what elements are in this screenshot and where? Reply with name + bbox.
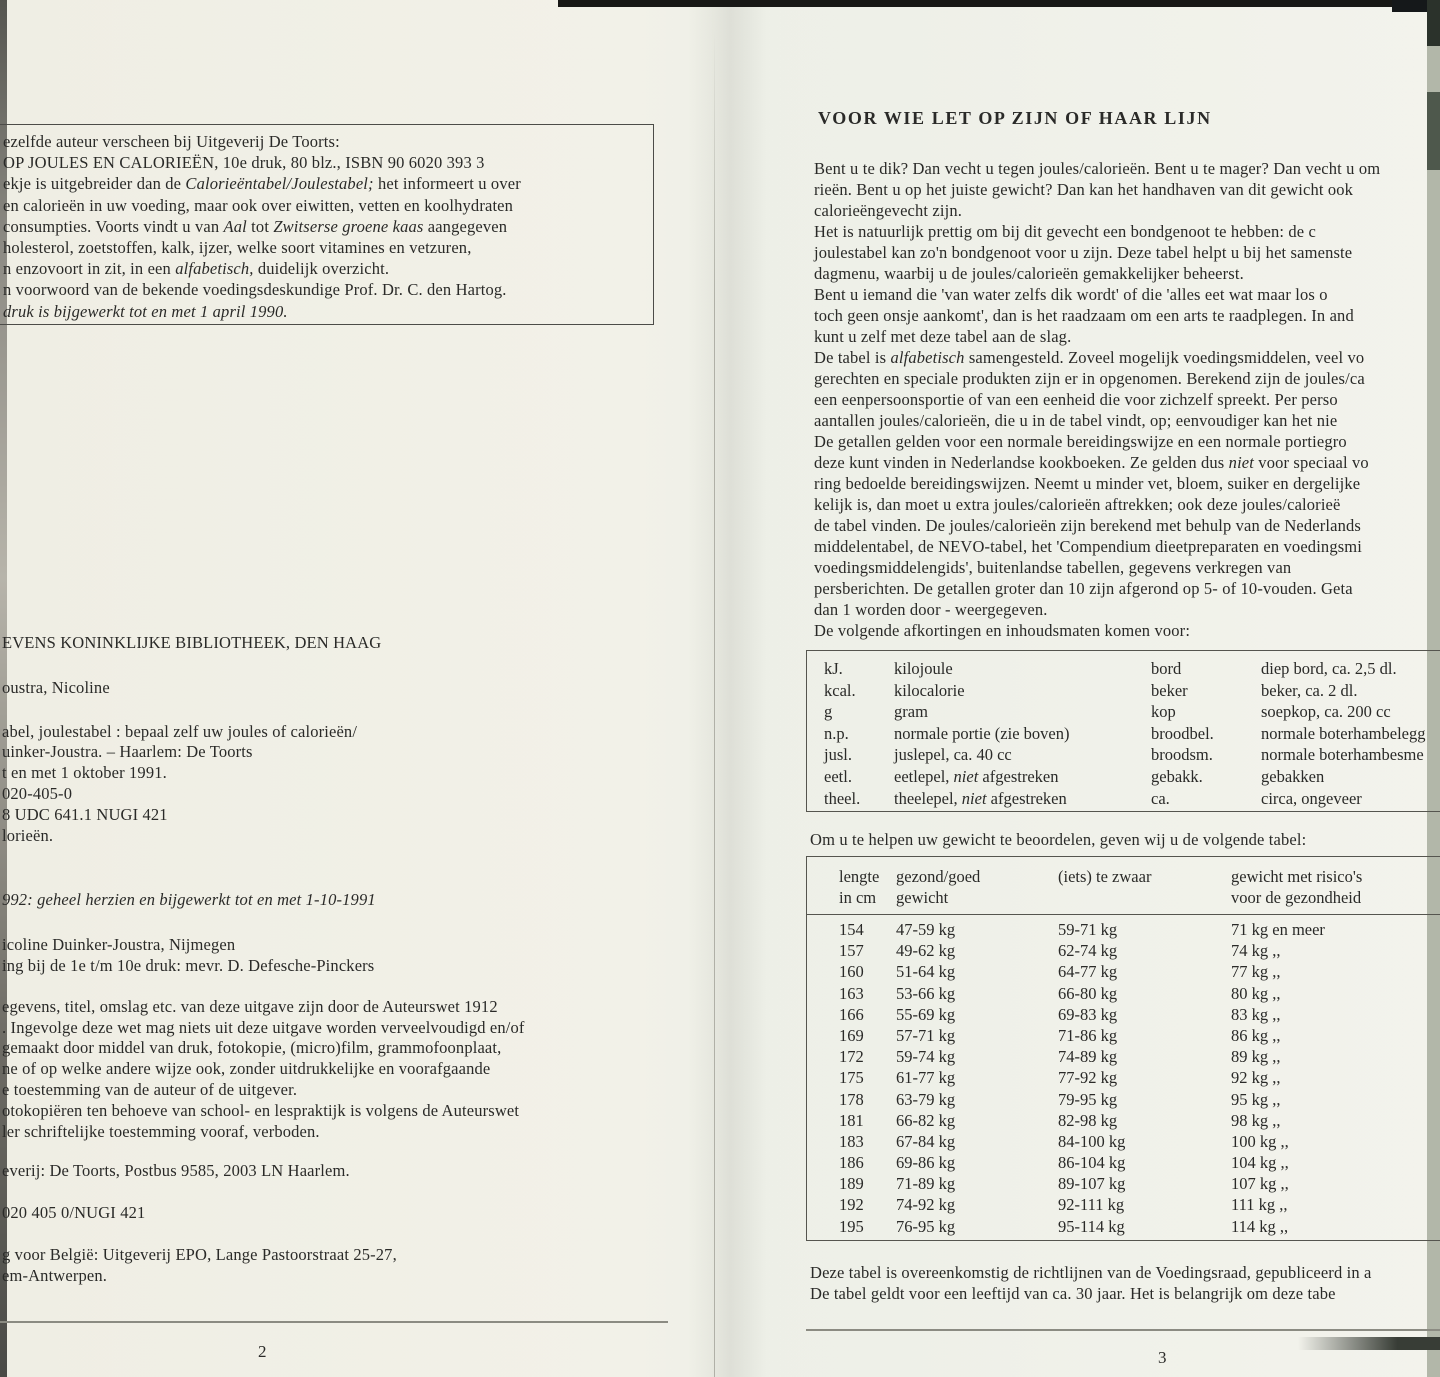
abbrev-key: n.p.	[824, 723, 849, 743]
abbrev-meaning: soepkop, ca. 200 cc	[1261, 702, 1391, 722]
book-gutter-shading	[688, 0, 784, 1377]
promo-box-line: n enzovoort in zit, in een alfabetisch, duidelijk overzicht.	[3, 259, 390, 279]
body-line: voedingsmiddelengids', buitenlandse tabellen, gegevens verkregen van	[814, 558, 1292, 577]
colophon-group-copyright	[2, 997, 662, 1143]
abbrev-meaning: normale boterhambelegg	[1261, 723, 1426, 743]
colophon-line: t en met 1 oktober 1991.	[2, 763, 167, 783]
body-line: deze kunt vinden in Nederlandse kookboeken. Ze gelden dus niet voor speciaal vo	[814, 453, 1369, 472]
colophon-line: abel, joulestabel : bepaal zelf uw joules of calorieën/	[2, 721, 358, 741]
cell-length: 175	[839, 1068, 864, 1088]
abbrev-row	[807, 789, 1440, 811]
cell-healthy: 69-86 kg	[896, 1153, 956, 1173]
abbrev-key: beker	[1151, 680, 1188, 700]
cell-risk: 71 kg en meer	[1231, 920, 1325, 939]
cell-overweight: 86-104 kg	[1058, 1153, 1126, 1173]
abbrev-key: kcal.	[824, 680, 856, 700]
abbrev-meaning: theelepel, niet afgestreken	[894, 788, 1067, 808]
cell-overweight: 71-86 kg	[1058, 1025, 1118, 1045]
abbrev-meaning: eetlepel, niet afgestreken	[894, 766, 1059, 786]
abbrev-row	[807, 724, 1440, 746]
weight-row	[839, 1068, 1440, 1089]
body-line: persberichten. De getallen groter dan 10 zijn afgerond op 5- of 10-vouden. Geta	[814, 579, 1353, 598]
cell-overweight: 95-114 kg	[1058, 1216, 1125, 1236]
abbrev-meaning: beker, ca. 2 dl.	[1261, 680, 1358, 700]
body-line: gerechten en speciale produkten zijn er in opgenomen. Berekend zijn de joules/ca	[814, 369, 1365, 388]
body-line: kelijk is, dan moet u extra joules/calorieën aftrekken; ook deze joules/calorieë	[814, 495, 1341, 514]
colophon-line: 020-405-0	[2, 783, 73, 803]
cell-healthy: 61-77 kg	[896, 1068, 956, 1088]
body-line: joulestabel kan zo'n bondgenoot voor u zijn. Deze tabel helpt u bij het samenste	[814, 243, 1353, 262]
page-number-left: 2	[258, 1342, 267, 1361]
abbrev-key: bord	[1151, 659, 1182, 678]
abbrev-key: gebakk.	[1151, 766, 1203, 786]
abbrev-key: jusl.	[824, 745, 852, 765]
weight-table-header	[807, 857, 1440, 915]
weight-row	[839, 1217, 1440, 1238]
colophon-line: ne of op welke andere wijze ook, zonder uitdrukkelijke en voorafgaande	[2, 1059, 491, 1079]
body-line: De tabel is alfabetisch samengesteld. Zoveel mogelijk voedingsmiddelen, veel vo	[814, 348, 1365, 367]
body-line: De getallen gelden voor een normale bereidingswijze en een normale portiegro	[814, 432, 1347, 451]
colophon-group-author	[2, 678, 662, 699]
bottom-right-shadow	[1298, 1337, 1440, 1350]
weight-row	[839, 1090, 1440, 1111]
abbrev-meaning: kilocalorie	[894, 680, 965, 700]
abbrev-meaning: normale portie (zie boven)	[894, 723, 1070, 743]
cell-healthy: 74-92 kg	[896, 1195, 956, 1215]
abbrev-key: kJ.	[824, 659, 843, 678]
cell-risk: 95 kg ,,	[1231, 1089, 1281, 1109]
header-length: lengte in cm	[839, 867, 880, 907]
abbrev-key: ca.	[1151, 788, 1170, 808]
cell-length: 154	[839, 920, 864, 939]
abbrev-key: g	[824, 702, 833, 722]
cell-risk: 107 kg ,,	[1231, 1174, 1289, 1194]
cell-overweight: 59-71 kg	[1058, 920, 1118, 939]
promo-box-line: druk is bijgewerkt tot en met 1 april 1990.	[3, 301, 288, 321]
footer-paragraph	[810, 1262, 1440, 1304]
cell-healthy: 53-66 kg	[896, 983, 956, 1003]
weight-row	[839, 1132, 1440, 1153]
weight-row	[839, 984, 1440, 1005]
abbrev-meaning: kilojoule	[894, 659, 953, 678]
weight-row	[839, 1026, 1440, 1047]
weight-table-intro: Om u te helpen uw gewicht te beoordelen, geven wij u de volgende tabel:	[810, 830, 1307, 849]
weight-table-rows	[807, 915, 1440, 1238]
cell-length: 195	[839, 1216, 864, 1236]
body-line: dan 1 worden door - weergegeven.	[814, 600, 1048, 619]
promo-box-line: ekje is uitgebreider dan de Calorieëntabel/Joulestabel; het informeert u over	[3, 174, 521, 194]
abbrev-meaning: gebakken	[1261, 766, 1325, 786]
colophon-line: uinker-Joustra. – Haarlem: De Toorts	[2, 742, 253, 762]
top-edge-shadow	[558, 0, 1440, 7]
abbrev-meaning: juslepel, ca. 40 cc	[894, 745, 1012, 765]
colophon-line: ing bij de 1e t/m 10e druk: mevr. D. Defesche-Pinckers	[2, 955, 375, 975]
book-gutter-fold-line	[714, 30, 715, 1377]
colophon-line: egevens, titel, omslag etc. van deze uitgave zijn door de Auteurswet 1912	[2, 996, 498, 1016]
cell-overweight: 62-74 kg	[1058, 941, 1118, 961]
colophon-group-credits	[2, 935, 662, 977]
cell-healthy: 71-89 kg	[896, 1174, 956, 1194]
cell-overweight: 92-111 kg	[1058, 1195, 1125, 1215]
cell-length: 181	[839, 1110, 864, 1130]
cell-overweight: 66-80 kg	[1058, 983, 1118, 1003]
cell-healthy: 76-95 kg	[896, 1216, 956, 1236]
cell-length: 189	[839, 1174, 864, 1194]
page-number-right: 3	[1158, 1348, 1167, 1367]
abbrev-row	[807, 767, 1440, 789]
cell-overweight: 64-77 kg	[1058, 962, 1118, 982]
cell-length: 160	[839, 962, 864, 982]
footer-rule-left	[0, 1321, 668, 1323]
body-line: De tabel geldt voor een leeftijd van ca. 30 jaar. Het is belangrijk om deze tabe	[810, 1284, 1336, 1303]
colophon-line: ler schriftelijke toestemming vooraf, verboden.	[2, 1121, 320, 1141]
weight-table	[806, 856, 1440, 1241]
promo-box-line: en calorieën in uw voeding, maar ook over eiwitten, vetten en koolhydraten	[3, 195, 514, 215]
weight-row	[839, 1174, 1440, 1195]
cell-overweight: 89-107 kg	[1058, 1174, 1126, 1194]
body-line: aantallen joules/calorieën, die u in de tabel vindt, op; eenvoudiger kan het nie	[814, 411, 1338, 430]
abbrev-meaning: diep bord, ca. 2,5 dl.	[1261, 659, 1397, 678]
cell-risk: 83 kg ,,	[1231, 1004, 1281, 1024]
cell-risk: 89 kg ,,	[1231, 1047, 1281, 1067]
body-line: Bent u te dik? Dan vecht u tegen joules/calorieën. Bent u te mager? Dan vecht u om	[814, 159, 1381, 178]
colophon-line: everij: De Toorts, Postbus 9585, 2003 LN Haarlem.	[2, 1161, 350, 1181]
cell-risk: 92 kg ,,	[1231, 1068, 1281, 1088]
abbrev-meaning: circa, ongeveer	[1261, 788, 1362, 808]
promo-box-line: ezelfde auteur verscheen bij Uitgeverij De Toorts:	[3, 132, 340, 151]
page-title: VOOR WIE LET OP ZIJN OF HAAR LIJN	[818, 108, 1212, 128]
cell-length: 186	[839, 1153, 864, 1173]
promo-box-line: OP JOULES EN CALORIEËN, 10e druk, 80 blz., ISBN 90 6020 393 3	[3, 153, 485, 173]
body-line: Het is natuurlijk prettig om bij dit gevecht een bondgenoot te hebben: de c	[814, 222, 1316, 241]
cell-overweight: 82-98 kg	[1058, 1110, 1118, 1130]
colophon-group-edition	[2, 890, 662, 911]
cell-healthy: 49-62 kg	[896, 941, 956, 961]
cell-length: 178	[839, 1089, 864, 1109]
colophon-group-belgium	[2, 1245, 662, 1287]
weight-row	[839, 1195, 1440, 1216]
colophon-line: 8 UDC 641.1 NUGI 421	[2, 804, 168, 824]
colophon-line: otokopiëren ten behoeve van school- en lespraktijk is volgens de Auteurswet	[2, 1100, 520, 1120]
header-risk-weight: gewicht met risico's voor de gezondheid	[1231, 867, 1363, 907]
cell-overweight: 74-89 kg	[1058, 1047, 1118, 1067]
cell-healthy: 55-69 kg	[896, 1004, 956, 1024]
colophon-group-publisher	[2, 1161, 662, 1182]
cell-overweight: 79-95 kg	[1058, 1089, 1118, 1109]
abbrev-key: broodbel.	[1151, 723, 1214, 743]
abbrev-row	[807, 745, 1440, 767]
cell-risk: 111 kg ,,	[1231, 1195, 1288, 1215]
abbrev-key: broodsm.	[1151, 745, 1213, 765]
colophon-line: 992: geheel herzien en bijgewerkt tot en met 1-10-1991	[2, 890, 376, 910]
colophon-line: oustra, Nicoline	[2, 677, 110, 697]
cell-length: 166	[839, 1004, 864, 1024]
body-line: de tabel vinden. De joules/calorieën zijn berekend met behulp van de Nederlands	[814, 516, 1361, 535]
body-line: toch geen onsje aankomt', dan is het raadzaam om een arts te raadplegen. In and	[814, 306, 1354, 325]
promo-box	[0, 124, 654, 325]
cell-risk: 114 kg ,,	[1231, 1216, 1289, 1236]
abbrev-key: theel.	[824, 788, 861, 808]
cell-healthy: 66-82 kg	[896, 1110, 956, 1130]
cell-risk: 74 kg ,,	[1231, 941, 1281, 961]
intro-paragraph	[814, 158, 1440, 641]
abbrev-key: kop	[1151, 702, 1176, 722]
colophon	[2, 633, 662, 1287]
colophon-line: em-Antwerpen.	[2, 1265, 108, 1285]
body-line: kunt u zelf met deze tabel aan de slag.	[814, 327, 1072, 346]
promo-box-line: consumpties. Voorts vindt u van Aal tot Zwitserse groene kaas aangegeven	[3, 216, 508, 236]
cell-length: 192	[839, 1195, 864, 1215]
cell-healthy: 59-74 kg	[896, 1047, 956, 1067]
cell-overweight: 84-100 kg	[1058, 1131, 1126, 1151]
body-line: een eenpersoonsportie of van een eenheid die voor zichzelf spreekt. Per perso	[814, 390, 1338, 409]
promo-box-line: n voorwoord van de bekende voedingsdeskundige Prof. Dr. C. den Hartog.	[3, 280, 507, 300]
footer-rule-right	[806, 1329, 1440, 1331]
weight-row	[839, 1111, 1440, 1132]
weight-row	[839, 941, 1440, 962]
cell-length: 157	[839, 941, 864, 961]
abbrev-meaning: gram	[894, 702, 928, 722]
colophon-line: . Ingevolge deze wet mag niets uit deze uitgave worden verveelvoudigd en/of	[2, 1017, 525, 1037]
body-line: middelentabel, de NEVO-tabel, het 'Compendium dieetpreparaten en voedingsmi	[814, 537, 1363, 556]
right-edge-dark-block-top	[1427, 0, 1440, 46]
colophon-group-cip	[2, 722, 662, 847]
cell-healthy: 57-71 kg	[896, 1025, 956, 1045]
header-overweight: (iets) te zwaar	[1058, 867, 1152, 886]
abbrev-meaning: normale boterhambesme	[1261, 745, 1424, 765]
body-line: dagmenu, waarbij u de joules/calorieën gemakkelijker beheerst.	[814, 264, 1244, 283]
weight-row	[839, 1005, 1440, 1026]
promo-box-line: holesterol, zoetstoffen, kalk, ijzer, welke soort vitamines en vetzuren,	[3, 238, 472, 258]
colophon-line: icoline Duinker-Joustra, Nijmegen	[2, 935, 236, 955]
colophon-line: g voor België: Uitgeverij EPO, Lange Pastoorstraat 25-27,	[2, 1244, 397, 1264]
cell-overweight: 69-83 kg	[1058, 1004, 1118, 1024]
abbreviations-box	[806, 650, 1440, 812]
body-line: Bent u iemand die 'van water zelfs dik wordt' of die 'alles eet wat maar los o	[814, 285, 1328, 304]
cell-length: 169	[839, 1025, 864, 1045]
colophon-group-library	[2, 633, 662, 654]
header-healthy-weight: gezond/goed gewicht	[896, 867, 981, 907]
colophon-line: EVENS KONINKLIJKE BIBLIOTHEEK, DEN HAAG	[2, 633, 382, 652]
cell-healthy: 67-84 kg	[896, 1131, 956, 1151]
weight-row	[839, 920, 1440, 941]
colophon-line: lorieën.	[2, 825, 54, 845]
colophon-line: gemaakt door middel van druk, fotokopie, (micro)film, grammofoonplaat,	[2, 1038, 502, 1058]
body-line: Deze tabel is overeenkomstig de richtlijnen van de Voedingsraad, gepubliceerd in a	[810, 1263, 1372, 1282]
weight-row	[839, 1047, 1440, 1068]
colophon-line: 020 405 0/NUGI 421	[2, 1203, 146, 1223]
cell-length: 183	[839, 1131, 864, 1151]
cell-risk: 86 kg ,,	[1231, 1025, 1281, 1045]
cell-overweight: 77-92 kg	[1058, 1068, 1118, 1088]
colophon-group-isbn	[2, 1203, 662, 1224]
weight-row	[839, 1153, 1440, 1174]
cell-risk: 104 kg ,,	[1231, 1153, 1289, 1173]
cell-healthy: 63-79 kg	[896, 1089, 956, 1109]
cell-length: 163	[839, 983, 864, 1003]
abbrev-row	[807, 681, 1440, 703]
cell-healthy: 47-59 kg	[896, 920, 956, 939]
cell-healthy: 51-64 kg	[896, 962, 956, 982]
abbrev-key: eetl.	[824, 766, 852, 786]
body-line: ring bedoelde bereidingswijzen. Neemt u minder vet, bloem, suiker en dergelijke	[814, 474, 1361, 493]
abbrev-row	[807, 659, 1440, 681]
cell-risk: 77 kg ,,	[1231, 962, 1281, 982]
body-line: rieën. Bent u op het juiste gewicht? Dan kan het handhaven van dit gewicht ook	[814, 180, 1354, 199]
cell-risk: 98 kg ,,	[1231, 1110, 1281, 1130]
body-line: De volgende afkortingen en inhoudsmaten komen voor:	[814, 621, 1191, 640]
cell-risk: 100 kg ,,	[1231, 1131, 1289, 1151]
body-line: calorieëngevecht zijn.	[814, 201, 963, 220]
colophon-line: e toestemming van de auteur of de uitgever.	[2, 1079, 298, 1099]
cell-length: 172	[839, 1047, 864, 1067]
cell-risk: 80 kg ,,	[1231, 983, 1281, 1003]
weight-row	[839, 962, 1440, 983]
abbrev-row	[807, 702, 1440, 724]
